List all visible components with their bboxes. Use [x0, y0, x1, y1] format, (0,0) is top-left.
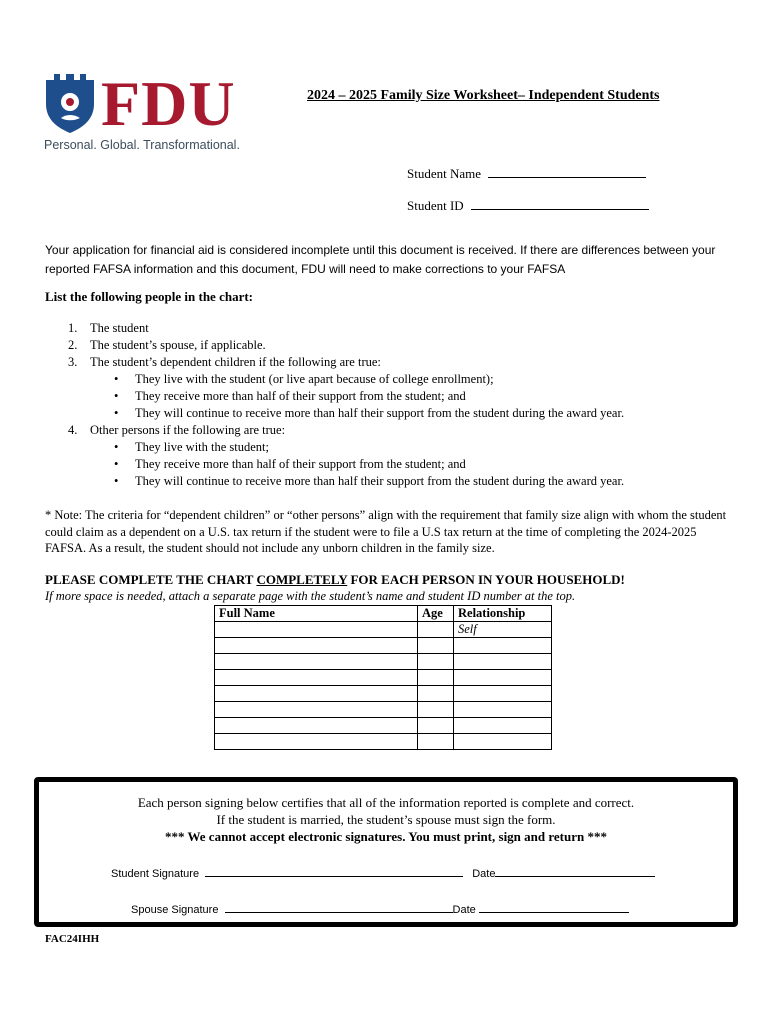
certification-box [34, 777, 738, 927]
bullet-icon: • [114, 406, 119, 420]
name-cell[interactable] [215, 654, 418, 670]
bullet-icon: • [114, 474, 119, 488]
name-cell[interactable] [215, 670, 418, 686]
bullet-icon: • [114, 372, 119, 386]
complete-heading [45, 572, 625, 588]
age-cell[interactable] [418, 638, 454, 654]
logo-tagline: Personal. Global. Transformational. [44, 138, 240, 152]
table-row [215, 686, 552, 702]
bullet-icon: • [114, 440, 119, 454]
name-cell[interactable] [215, 734, 418, 750]
spouse-date-line[interactable] [479, 902, 629, 913]
list-item-text: The student’s spouse, if applicable. [90, 338, 266, 352]
relationship-cell[interactable] [454, 718, 552, 734]
list-number: 2. [68, 338, 78, 352]
age-cell[interactable] [418, 622, 454, 638]
student-date-label: Date [472, 868, 496, 880]
list-item [45, 337, 745, 354]
list-item-text: Other persons if the following are true: [90, 423, 286, 437]
list-number: 4. [68, 423, 78, 437]
table-row [215, 734, 552, 750]
table-row [215, 622, 552, 638]
list-number: 1. [68, 321, 78, 335]
student-name-line[interactable] [488, 166, 646, 178]
fdu-shield-icon [44, 74, 96, 134]
student-signature-row [111, 866, 655, 880]
bullet-item [45, 473, 745, 490]
relationship-cell[interactable] [454, 670, 552, 686]
spouse-signature-label: Spouse Signature [131, 904, 219, 916]
list-item [45, 354, 745, 371]
bullet-item [45, 371, 745, 388]
complete-heading-before: PLEASE COMPLETE THE CHART [45, 572, 257, 587]
bullet-icon: • [114, 389, 119, 403]
table-row [215, 670, 552, 686]
table-row [215, 638, 552, 654]
spouse-signature-row [131, 902, 629, 916]
logo-wordmark: FDU [101, 68, 236, 139]
fdu-logo [44, 68, 254, 154]
list-item-text: The student’s dependent children if the following are true: [90, 355, 381, 369]
relationship-cell[interactable] [454, 638, 552, 654]
complete-heading-emphasis: COMPLETELY [256, 572, 348, 587]
student-id-line[interactable] [471, 198, 649, 210]
form-code: FAC24IHH [45, 933, 100, 945]
name-cell[interactable] [215, 702, 418, 718]
name-cell[interactable] [215, 638, 418, 654]
student-id-label: Student ID [407, 198, 464, 213]
bullet-text: They live with the student (or live apart because of college enrollment); [135, 372, 494, 386]
list-heading: List the following people in the chart: [45, 289, 253, 304]
table-row [215, 718, 552, 734]
note-text: * Note: The criteria for “dependent children” or “other persons” align with the requirement that family size align with whom the student could claim as a dependent on a U.S. tax return if the student were to file a U.S tax return at the time of completing the 2024-2025 FAFSA. As a result, the student should not include any unborn children in the family size. [45, 508, 727, 555]
intro-text: Your application for financial aid is considered incomplete until this document is received. If there are differences between your reported FAFSA information and this document, FDU will need to make corrections to your FAFSA [45, 243, 716, 276]
age-cell[interactable] [418, 734, 454, 750]
list-item [45, 320, 745, 337]
student-name-label: Student Name [407, 166, 482, 181]
table-row [215, 654, 552, 670]
list-number: 3. [68, 355, 78, 369]
relationship-cell[interactable] [454, 654, 552, 670]
list-item [45, 422, 745, 439]
certification-line-2: If the student is married, the student’s spouse must sign the form. [216, 812, 556, 827]
relationship-cell-self: Self [454, 622, 552, 638]
page-title: 2024 – 2025 Family Size Worksheet– Independent Students [307, 88, 660, 103]
age-cell[interactable] [418, 654, 454, 670]
relationship-cell[interactable] [454, 734, 552, 750]
bullet-item [45, 388, 745, 405]
table-row [215, 702, 552, 718]
bullet-text: They live with the student; [135, 440, 270, 454]
age-cell[interactable] [418, 670, 454, 686]
certification-line-1: Each person signing below certifies that all of the information reported is complete and correct. [137, 795, 635, 810]
age-cell[interactable] [418, 702, 454, 718]
bullet-text: They receive more than half of their support from the student; and [135, 389, 466, 403]
name-cell[interactable] [215, 622, 418, 638]
relationship-cell[interactable] [454, 686, 552, 702]
relationship-cell[interactable] [454, 702, 552, 718]
bullet-item [45, 439, 745, 456]
student-signature-line[interactable] [205, 866, 463, 877]
bullet-text: They receive more than half of their support from the student; and [135, 457, 466, 471]
bullet-icon: • [114, 457, 119, 471]
certification-line-3: *** We cannot accept electronic signatures. You must print, sign and return *** [164, 829, 607, 844]
header-age: Age [418, 606, 454, 622]
bullet-text: They will continue to receive more than half their support from the student during the award year. [135, 474, 625, 488]
list-item-text: The student [90, 321, 149, 335]
student-name-field[interactable] [407, 166, 646, 182]
age-cell[interactable] [418, 718, 454, 734]
complete-heading-after: FOR EACH PERSON IN YOUR HOUSEHOLD! [347, 572, 625, 587]
name-cell[interactable] [215, 718, 418, 734]
household-table [214, 605, 552, 750]
student-signature-label: Student Signature [111, 868, 200, 880]
table-header-row [215, 606, 552, 622]
student-id-field[interactable] [407, 198, 649, 214]
space-note: If more space is needed, attach a separate page with the student’s name and student ID number at the top. [45, 589, 576, 603]
spouse-date-label: Date [452, 904, 476, 916]
student-date-line[interactable] [495, 866, 655, 877]
bullet-item [45, 405, 745, 422]
certification-text [39, 794, 733, 845]
age-cell[interactable] [418, 686, 454, 702]
header-full-name: Full Name [215, 606, 418, 622]
name-cell[interactable] [215, 686, 418, 702]
bullet-text: They will continue to receive more than half their support from the student during the award year. [135, 406, 625, 420]
header-relationship: Relationship [454, 606, 552, 622]
spouse-signature-line[interactable] [225, 902, 453, 913]
bullet-item [45, 456, 745, 473]
eligibility-list [45, 320, 745, 490]
